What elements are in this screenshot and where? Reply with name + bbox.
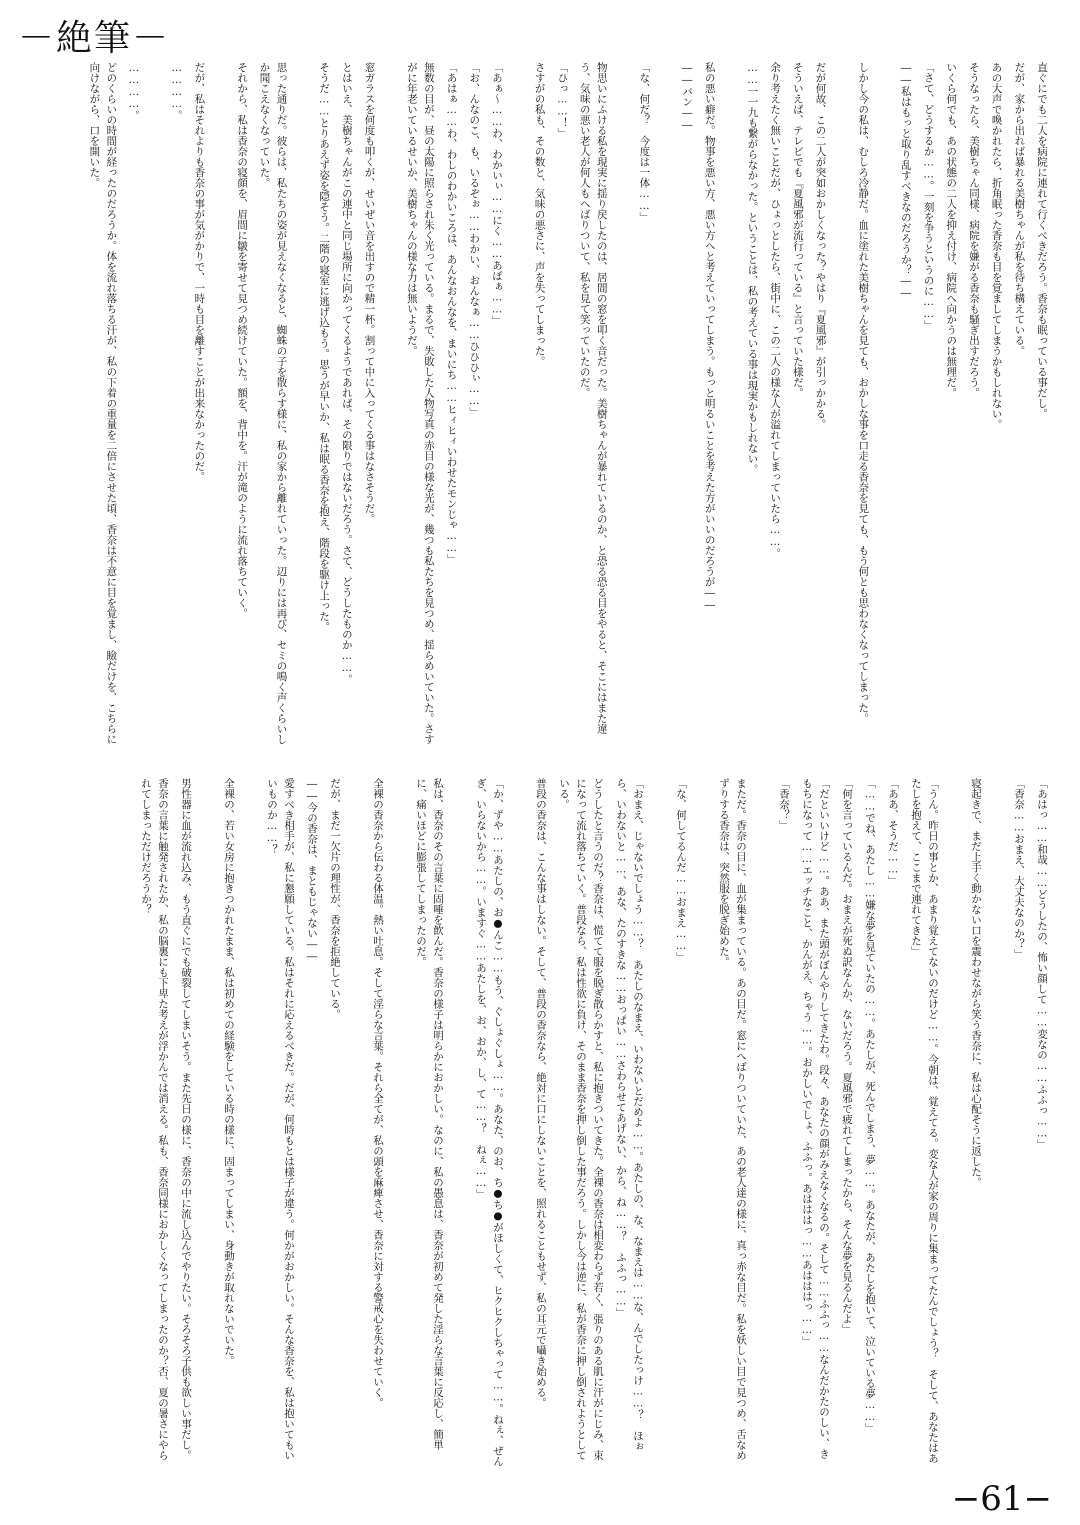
text-column: 「……でね、あたし……嫌な夢を見ていたの……。あたしが、死んでしまう、夢……。あなたが、あたしを抱いて、泣いている夢……」 [864,778,876,1434]
text-column: 窓ガラスを何度も叩くが、せいぜい音を出すので精一杯。割って中に入ってくる事はなさそうだ。 [363,62,376,524]
text-column: 直ぐにでも二人を病院に連れて行くべきだろう。香奈も眠っている事だし。 [1036,62,1048,419]
text-column: どのくらいの時間が経ったのだろうか。体を流れ落ちる汗が、私の下着の重量を二倍にさせた頃、香奈は不意に目を覚まし、瞼だけを、こちらに向けながら、口を開いた。 [88,62,118,745]
text-column: 香奈の言葉に触発されたか、私の脳裏にも下卑た考えが浮かんでは消える。私も、香奈同様におかしくなってしまったのか？否、夏の暑さにやられてしまっただけだろうか？ [140,778,169,1461]
text-column: 「な、何だ？ 今度は一体……」 [638,62,651,223]
text-column: そうなったら、美樹ちゃん同様、病院を嫌がる香奈も騒ぎ出すだろう。 [967,62,980,398]
text-column: しかし今の私は、むしろ冷静だ。血に塗れた美樹ちゃんを見ても、おかしな事を口走る香奈を見ても、もう何とも思わなくなってしまった。 [857,62,870,724]
text-column: いくら何でも、あの状態の二人を抑え付け、病院へ向かうのは無理だ。 [945,62,958,398]
text-column: 「あぁ～……わ、わかいぃ……にく……あぽぁ……」 [490,62,503,326]
text-column: だが、私はそれよりも香奈の事が気がかりで、一時も目を離すことが出来なかったのだ。 [193,62,206,482]
text-column: 「あはぁ……わ、わしのわかいころは、あんなおんなを、まいにち……ヒィヒィいわせたモンじゃ……」 [445,62,458,565]
text-column: それから、私は香奈の寝顔を、眉間に皺を寄せて見つめ続けていた。額を、背中を。汗が滝のように流れ落ちていく。 [236,62,249,619]
text-column: だが、まだ一欠片の理性が、香奈を拒絶している。 [329,778,341,1020]
text-block-upper [60,62,1050,752]
text-block-lower [60,778,1050,1468]
text-column: あの大声で喚かれたら、折角眠った香奈も目を覚ましてしまうかもしれない。 [990,62,1003,430]
text-column: どうしたと言うのだ？香奈は、慌てて服を脱ぎ散らかすと、私に抱きついてきた。全裸の香奈は相変わらず若く、張りのある肌に汗がにじみ、束になって流れ落ちていく。普段なら、私は性欲に負け、そのまま香奈を押し倒した事だろう。しかし今は逆に、私が香奈に押し倒されようとしている。 [558,778,604,1461]
text-column: 「あはっ……和哉……どうしたの、怖い顔して……変なの……ふふっ……」 [1036,778,1048,1150]
text-column: 「香奈？」 [778,778,790,831]
text-column: 思った通りだ。彼らは、私たちの姿が見えなくなると、蜘蛛の子を散らす様に、私の家から離れていった。辺りには再び、セミの鳴く声くらいしか聞こえなくなっていた。 [258,62,288,745]
text-column: 「お、んなのこ、も、いるぞぉ……わかい、おんなぁ……ひひひぃ……」 [468,62,481,418]
page-title: －絶筆－ [18,18,171,59]
text-column: 「か、ずや……あたしの、お●んこ……もう、ぐしょぐしょ……。あなた、のお、ち●ち●がほしくて、ヒクヒクしちゃって……。ねぇ、ぜんぎ、いらないから……。いますぐ……あたしを、お、おか、し、て……？ ねぇ……」 [475,778,504,1467]
page-number: −61− [951,1479,1052,1519]
text-column: 「さて、どうするか……。一刻を争うというのに……」 [922,62,935,331]
text-column: 私は、香奈のその言葉に固唾を飲んだ。香奈の様子は明らかにおかしい。なのに、私の愚息は、香奈が初めて発した淫らな言葉に反応し、簡単に、痛いほどに膨張してしまったのだ。 [415,778,444,1450]
text-column: ――バン―― [681,62,694,131]
text-column: とはいえ、美樹ちゃんがこの連中と同じ場所に向かってくるようであれば、その限りではないだろう。さて、どうしたものか……。 [340,62,353,685]
text-column: 「ひっ……！」 [556,62,569,139]
text-column: 男性器に血が流れ込み、もう直ぐにでも破裂してしまいそう。また先日の様に、香奈の中に流し込んでやりたい。そろそろ子供も欲しい事だし。 [180,778,192,1461]
text-column: そういえば、テレビでも『夏風邪が流行っている』と言っていた様だ。 [791,62,804,398]
text-column: ……一一九も繋がらなかった。ということは、私の考えている事は現実かもしれない。 [746,62,759,475]
text-column: だが、家から出れば暴れる美樹ちゃんが私を待ち構えている。 [1013,62,1026,356]
text-column: 無数の目が、昼の太陽に照らされ朱く光っている。まるで、失敗した人物写真の赤目の様な光が、幾つも私たちを見つめ、揺らめいていた。さすがに年老いているせいか、美樹ちゃんの様な力は無いようだ。 [405,62,435,745]
text-column: ――今の香奈は、まともじゃない―― [306,778,318,963]
text-column: 「だといいけど……。ああ、また頭がぼんやりしてきたわ。段々、あなたの顔がみえなくなるの。そして……ふふっ……なんだかたのしい、きもちになって……エッチなこと、かんがえ、ちゃう……。おかしいでしょ、ふふっ。あはははっ……あはははっ……」 [801,778,830,1459]
text-column: 全裸の香奈から伝わる体温。熱い吐息。そして淫らな言葉。それら全てが、私の頭を麻痺させ、香奈に対する警戒心を失わせていく。 [372,778,384,1408]
text-column: 「香奈……おまえ、大丈夫なのか？」 [1013,778,1025,960]
text-column: ――私はもっと取り乱すべきなのだろうか？―― [899,62,912,299]
text-column: 普段の香奈は、こんな事はしない。そして、普段の香奈なら、絶対に口にしないことを、照れることもせず、私の耳元で囁き始める。 [535,778,547,1408]
text-column: そうだ……とりあえず姿を隠そう。二階の寝室に逃げ込もう。思うが早いか、私は眠る香奈を抱え、階段を駆け上った。 [318,62,331,632]
text-column: 私の悪い癖だ。物事を悪い方、悪い方へと考えていってしまう。もっと明るいことを考えた方がいいのだろうが―― [703,62,716,611]
text-column: 「ああ、そうだ……」 [887,778,899,886]
text-column: 余り考えたく無いことだが、ひょっとしたら、街中に、この二人の様な人が溢れてしまっていたら……。 [769,62,782,559]
text-column: さすがの私も、その数と、気味の悪さに、声を失ってしまった。 [533,62,546,367]
text-column: 「うん。昨日の事とか、あまり覚えてないのだけど……。今朝は、覚えてる。変な人が家の周りに集まってたんでしょう？ そして、あなたはあたしを抱えて、ここまで連れてきた」 [910,778,939,1464]
text-column: 「おまえ、じゃないでしょう……？ あたしのなまえ、いわないとだめよ……。あたしの、な、なまえは……な、んでしたっけ……？ ほぉら、いわないと……、あな、たのすきな……おっぱい……さわらせてあげない、から、ね……？ ふふっ……」 [615,778,644,1452]
text-column: 「何を言っているんだ。おまえが死ぬ訳なんか、ないだろう。夏風邪で疲れてしまったから、そんな夢を見るんだよ」 [841,778,853,1335]
text-column: まただ。香奈の目に、血が集まっている。あの目だ。窓にへばりついていた、あの老人達の様に、真っ赤な目だ。私を妖しい目で見つめ、舌なめずりする香奈は、突然服を脱ぎ始めた。 [718,778,747,1461]
text-column: だが何故、この二人が突如おかしくなった？やはり『夏風邪』が引っかかる。 [814,62,827,430]
text-column: 物思いにふける私を現実に揺り戻したのは、居間の窓を叩く音だった。美樹ちゃんが暴れているのか、と恐る恐る目をやると、そこにはまた違う、気味の悪い老人が何人もへばりついて、私を見て笑っていたのだ。 [578,62,608,734]
text-column: 全裸の、若い女房に抱きつかれたまま、私は初めての経験をしている時の様に、固まってしまい、身動きが取れないでいた。 [223,778,235,1366]
text-column: 「な、何してるんだ……おまえ……」 [675,778,687,963]
text-column: 愛すべき相手が、私に懇願している。私はそれに応えるべきだ。だが、何時もとは様子が違う。何かがおかしい。そんな香奈を、私は抱いてもいいものか……？ [266,778,295,1461]
text-column: …………。 [170,62,183,121]
text-column: 寝起きで、まだ上手く動かない口を震わせながら笑う香奈に、私は心配そうに返した。 [970,778,982,1188]
text-column: …………。 [128,62,140,121]
